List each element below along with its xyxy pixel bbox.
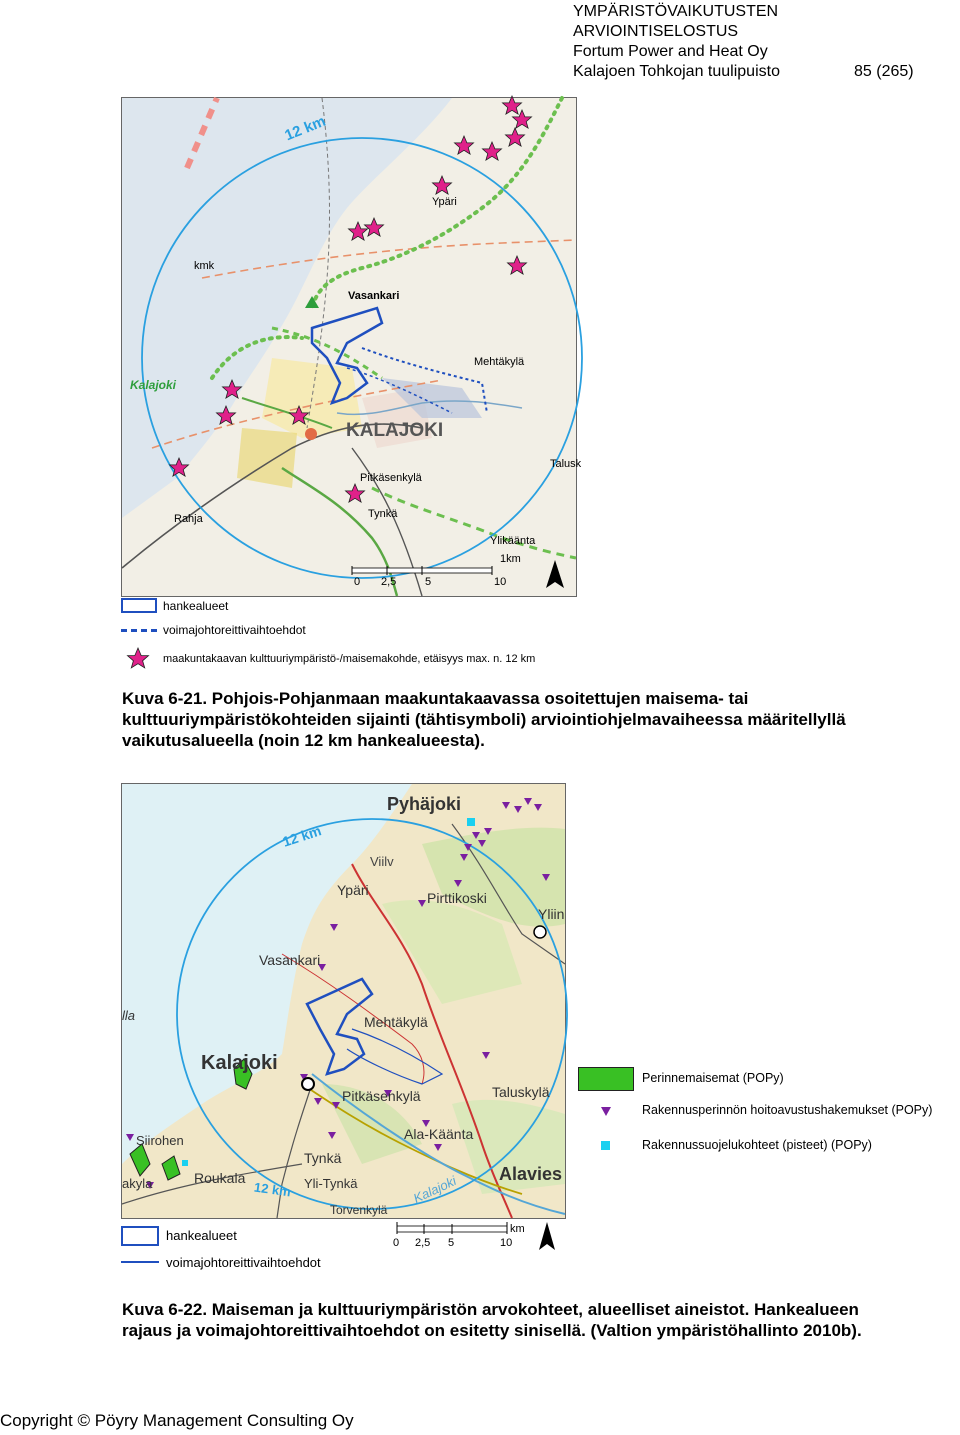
map-1-scale-tick-3: 10 — [494, 576, 507, 588]
map-2-alakaanta-label: Ala-Käänta — [404, 1126, 474, 1142]
map-1-kmk-label: kmk — [194, 260, 215, 272]
map-1-taluskyla-label: Talusk — [550, 458, 582, 470]
header-line3: Fortum Power and Heat Oy — [573, 43, 768, 60]
map-2-scale-tick-0: 0 — [393, 1237, 400, 1249]
legend2-powerline-swatch — [121, 1261, 159, 1263]
map-2-pitkasenkyla-label: Pitkäsenkylä — [342, 1088, 421, 1104]
map-1-town-label: KALAJOKI — [346, 420, 444, 441]
map-2-radius-top-label: 12 km — [280, 822, 324, 850]
legend2-powerline-label: voimajohtoreittivaihtoehdot — [166, 1255, 321, 1270]
map-2-tynka-label: Tynkä — [304, 1150, 342, 1166]
legend-grants-label: Rakennusperinnön hoitoavustushakemukset (POPy) — [642, 1103, 933, 1117]
map-2-la-label: lla — [122, 1008, 136, 1023]
map-2-scale-tick-2: 5 — [448, 1237, 455, 1249]
legend-protected-label: Rakennussuojelukohteet (pisteet) (POPy) — [642, 1138, 872, 1152]
map-2-scale-unit: km — [510, 1223, 525, 1235]
map-1-tynka-label: Tynkä — [368, 508, 398, 520]
map-1-scale-unit: 1km — [500, 553, 521, 565]
map-2-ypari-label: Ypäri — [337, 882, 369, 898]
legend-powerline-swatch — [121, 629, 157, 632]
legend-landscape-swatch — [578, 1067, 634, 1091]
square-icon — [601, 1141, 610, 1150]
map-1-ylikaanta-label: Ylikäänta — [490, 535, 536, 547]
document-header — [573, 2, 914, 82]
map-1-vasankari-label: Vasankari — [348, 290, 400, 302]
map-1-rahja-label: Rahja — [174, 513, 203, 525]
map-1-ypari-label: Ypäri — [432, 196, 457, 208]
map-2-torvenkyla-label: Torvenkylä — [330, 1203, 388, 1217]
header-line1: YMPÄRISTÖVAIKUTUSTEN — [573, 3, 779, 20]
map-1-pitkasenkyla-label: Pitkäsenkylä — [360, 472, 422, 484]
map-1-scale-tick-2: 5 — [425, 576, 432, 588]
map-2-ylivieska-label: Viilv — [370, 854, 394, 869]
map-2-pyhajoki-label: Pyhäjoki — [387, 794, 462, 814]
map-2 — [121, 783, 566, 1219]
figure-caption-2: Kuva 6-22. Maiseman ja kulttuuriympäristön arvokohteet, alueelliset aineistot. Hankealueen rajaus ja voimajohtoreittivaihtoehdot on esitetty sinisellä. (Valtion ympäristöhallinto 2010b). — [122, 1300, 862, 1340]
map-2-ylitynka-label: Yli-Tynkä — [304, 1176, 358, 1191]
map-1-scale-tick-1: 2,5 — [381, 576, 397, 588]
star-icon — [124, 646, 152, 670]
legend-landscape-label: Perinnemaisemat (POPy) — [642, 1071, 784, 1085]
map-2-taluskyla-label: Taluskylä — [492, 1084, 550, 1100]
map-1-mehtakyla-label: Mehtäkylä — [474, 356, 525, 368]
map-2-mehtakyla-label: Mehtäkylä — [364, 1014, 428, 1030]
legend-powerline-label: voimajohtoreittivaihtoehdot — [163, 623, 306, 637]
map-1-scale-tick-0: 0 — [354, 576, 361, 588]
map-2-girohen-label: Siirohen — [136, 1133, 184, 1148]
page-number: 85 (265) — [854, 63, 914, 80]
legend-star-label: maakuntakaavan kulttuuriympäristö-/maisemakohde, etäisyys max. n. 12 km — [163, 653, 536, 665]
map-2-scale-tick-3: 10 — [500, 1237, 513, 1249]
map-2-river-label: Kalajoki — [410, 1173, 459, 1206]
map-2-yliniemi-label: Yliin — [538, 906, 565, 922]
header-line2: ARVIOINTISELOSTUS — [573, 23, 739, 40]
map-2-pirttikoski-label: Pirttikoski — [427, 890, 487, 906]
map-2-alavieska-label: Alavies — [499, 1164, 563, 1184]
map-2-kalajoki-label: Kalajoki — [201, 1052, 278, 1074]
header-line4: Kalajoen Tohkojan tuulipuisto — [573, 63, 780, 80]
legend2-area-label: hankealueet — [166, 1228, 237, 1243]
map-2-canvas — [122, 784, 565, 1218]
legend2-area-swatch — [121, 1226, 159, 1246]
map-1-kalajoki-label: Kalajoki — [130, 378, 177, 392]
map-2-roukala-label: Roukala — [194, 1170, 246, 1186]
map-2-scale-tick-1: 2,5 — [415, 1237, 431, 1249]
map-2-vasankari-label: Vasankari — [259, 952, 321, 968]
figure-caption-1: Kuva 6-21. Pohjois-Pohjanmaan maakuntakaavassa osoitettujen maisema- tai kulttuuriympäristökohteiden sijainti (tähtisymboli) arviointiohjelmavaiheessa määritellyllä vaikutusalueella (noin 12 km hankealueesta). — [122, 689, 846, 750]
map-1-radius-label: 12 km — [282, 112, 329, 145]
map-2-akyla-label: akyla — [122, 1176, 153, 1191]
footer-copyright: Copyright © Pöyry Management Consulting Oy — [0, 1411, 354, 1430]
legend-area-label: hankealueet — [163, 599, 229, 613]
legend-area-swatch — [121, 598, 157, 613]
triangle-icon — [600, 1105, 612, 1117]
map-2-radius-bottom-label: 12 km — [253, 1179, 292, 1200]
map-1 — [121, 97, 582, 597]
